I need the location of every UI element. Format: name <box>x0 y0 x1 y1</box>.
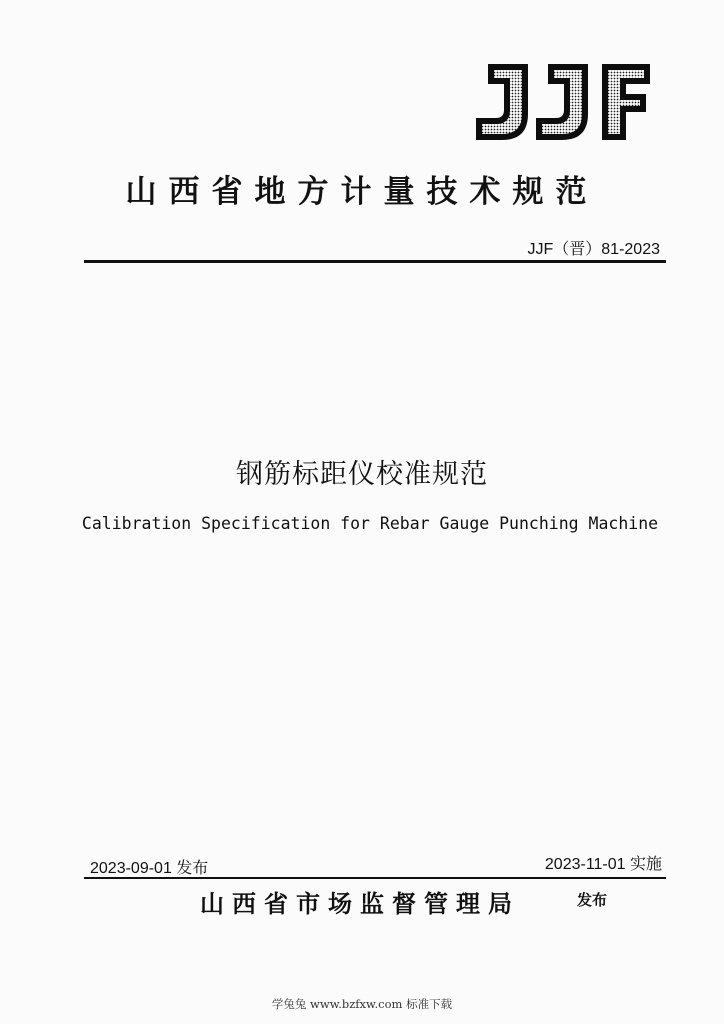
document-title-cn: 钢筋标距仪校准规范 <box>236 459 488 490</box>
bottom-divider <box>84 877 666 879</box>
standard-code: JJF（晋）81-2023 <box>527 241 660 258</box>
issuing-authority: 山西省市场监督管理局 <box>200 889 520 918</box>
document-title-en: Calibration Specification for Rebar Gauge Punching Machine <box>81 514 659 533</box>
top-divider <box>84 260 666 263</box>
watermark-text: 学兔兔 www.bzfxw.com 标准下载 <box>271 997 453 1011</box>
organization-title: 山西省地方计量技术规范 <box>125 174 599 210</box>
publish-label: 发布 <box>577 891 608 909</box>
issue-date: 2023-09-01 发布 <box>90 860 209 877</box>
effective-date: 2023-11-01 实施 <box>544 856 662 873</box>
jjf-logo <box>466 62 652 142</box>
